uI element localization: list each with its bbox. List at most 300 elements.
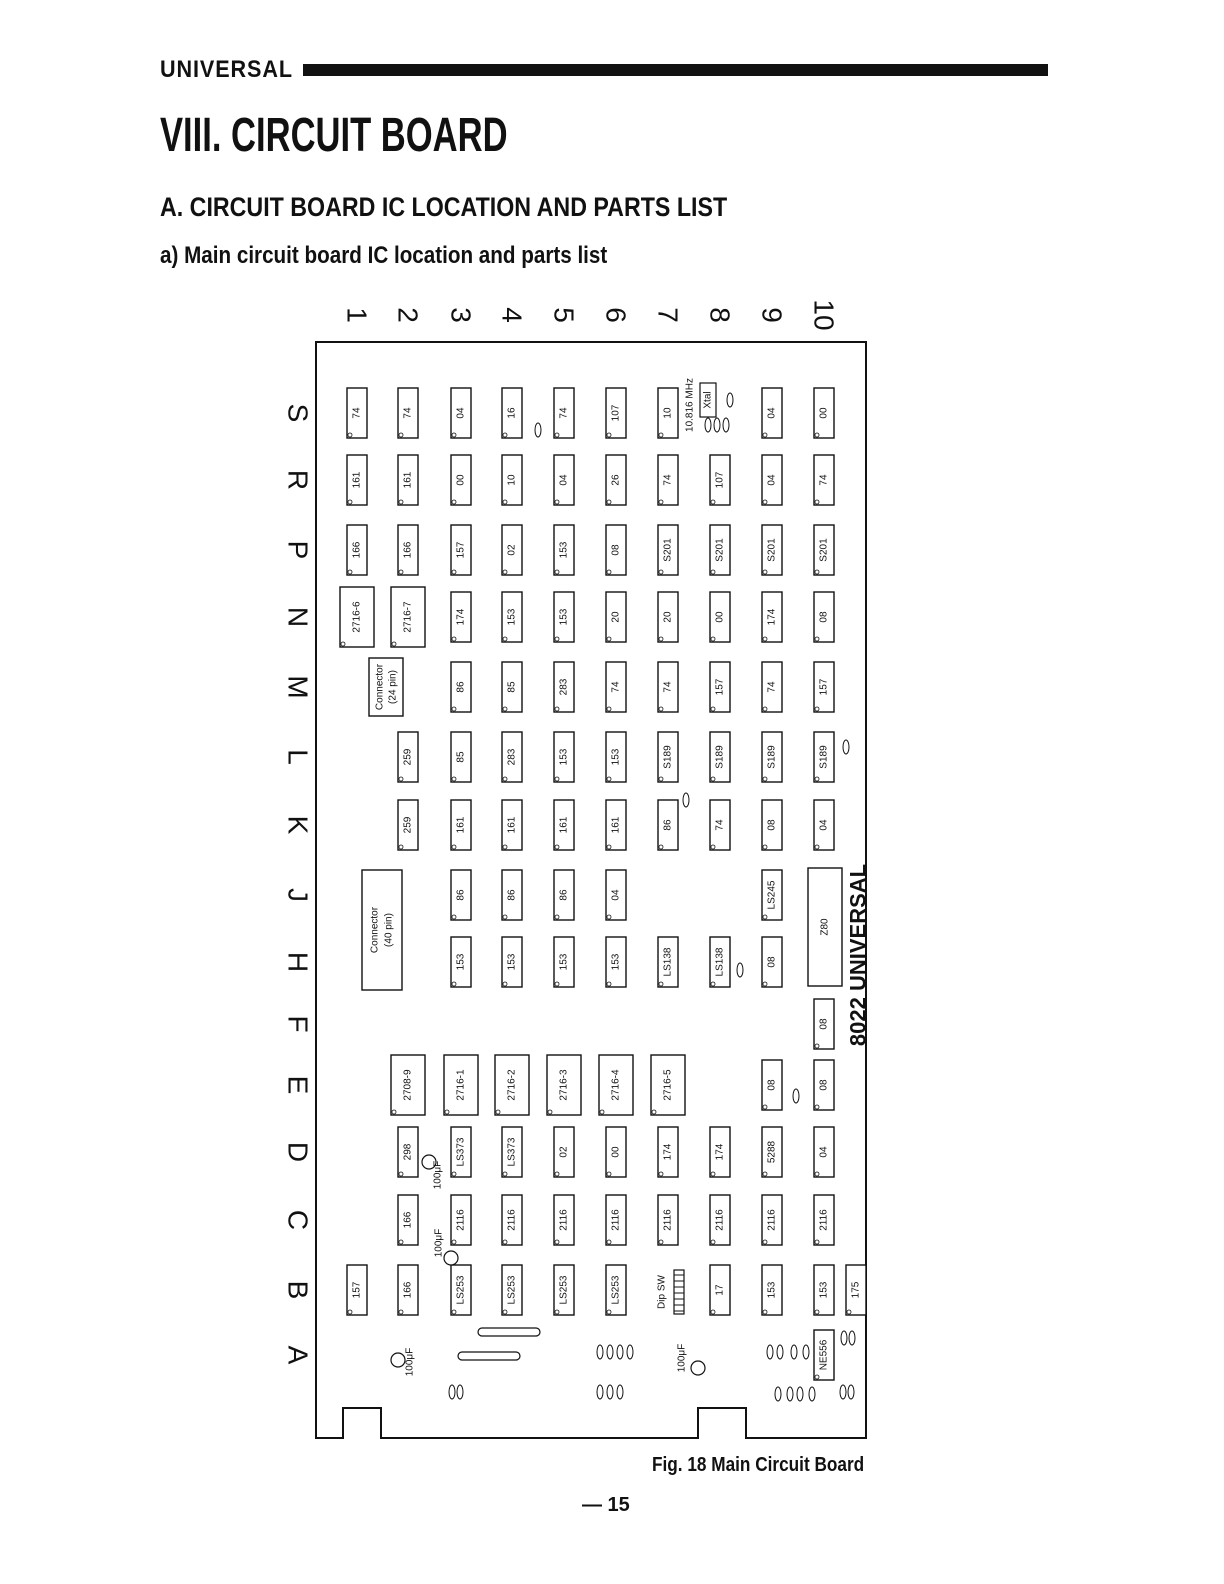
- board-label: 8022 UNIVERSAL: [845, 863, 871, 1047]
- ic-label: S189: [818, 745, 830, 769]
- ic-label: 2116: [714, 1209, 726, 1231]
- ic-chip: [502, 388, 522, 438]
- ic-chip: [451, 388, 471, 438]
- ic-label: 153: [610, 748, 622, 766]
- ic-label: 2716-3: [558, 1069, 570, 1101]
- capacitor-label: 100μF: [433, 1228, 445, 1258]
- ic-chip: [391, 587, 425, 647]
- ic-chip: [658, 937, 678, 987]
- ic-chip: [710, 1265, 730, 1315]
- column-label: 8: [704, 307, 736, 323]
- row-label: M: [282, 675, 314, 699]
- ic-chip: [658, 800, 678, 850]
- discrete-component: [727, 393, 733, 407]
- ic-label: 74: [714, 819, 726, 831]
- capacitor: [691, 1361, 705, 1375]
- row-label: P: [282, 540, 314, 560]
- discrete-component: [777, 1345, 783, 1359]
- ic-label: 74: [351, 407, 363, 419]
- connector-body: [362, 870, 402, 990]
- ic-label: 107: [610, 404, 622, 422]
- ic-chip: [651, 1055, 685, 1115]
- ic-label: LS138: [714, 947, 726, 977]
- ic-label: LS373: [506, 1137, 518, 1167]
- ic-label: 86: [455, 889, 467, 901]
- discrete-component: [791, 1345, 797, 1359]
- ic-chip: [554, 937, 574, 987]
- ic-label: 157: [455, 541, 467, 559]
- connector-40-pin: [362, 870, 402, 990]
- ic-label: S201: [766, 538, 778, 562]
- row-label: R: [282, 469, 314, 491]
- discrete-component: [683, 793, 689, 807]
- ic-label: 04: [818, 819, 830, 831]
- ic-label: 2116: [455, 1209, 467, 1231]
- subsection-heading: a) Main circuit board IC location and parts list: [160, 242, 608, 269]
- ic-chip: [814, 592, 834, 642]
- ic-chip: [658, 592, 678, 642]
- ic-chip: [554, 662, 574, 712]
- capacitor-label: 100μF: [676, 1343, 688, 1373]
- row-label: K: [282, 815, 314, 835]
- ic-chip: [347, 1265, 367, 1315]
- column-label: 6: [600, 307, 632, 323]
- ic-chip: [762, 1060, 782, 1110]
- row-label: A: [282, 1345, 314, 1365]
- ic-label: 175: [850, 1281, 862, 1299]
- row-label: C: [282, 1209, 314, 1231]
- ic-label: 08: [610, 544, 622, 556]
- ic-chip: [814, 999, 834, 1049]
- discrete-component: [607, 1385, 613, 1399]
- ic-chip: [606, 732, 626, 782]
- ic-label: 00: [610, 1146, 622, 1158]
- column-label: 9: [756, 307, 788, 323]
- ic-chip: [606, 800, 626, 850]
- ic-chip: [762, 592, 782, 642]
- ic-label: 85: [455, 751, 467, 763]
- ic-label: 153: [766, 1281, 778, 1299]
- ic-label: 153: [558, 541, 570, 559]
- dip-switch-label: Dip SW: [656, 1275, 668, 1309]
- column-label: 7: [652, 307, 684, 323]
- ic-label: 174: [766, 608, 778, 626]
- discrete-component: [535, 423, 541, 437]
- dip-switch: [657, 1270, 685, 1314]
- ic-label: 74: [766, 681, 778, 693]
- ic-label: LS253: [610, 1275, 622, 1305]
- ic-chip: [451, 662, 471, 712]
- ic-chip: [451, 937, 471, 987]
- ic-label: 174: [662, 1143, 674, 1161]
- ic-chip: [502, 1127, 522, 1177]
- ic-label: 26: [610, 474, 622, 486]
- ic-label: 174: [714, 1143, 726, 1161]
- column-label: 5: [548, 307, 580, 323]
- ic-label: 2116: [662, 1209, 674, 1231]
- ic-label: S189: [766, 745, 778, 769]
- discrete-component: [597, 1345, 603, 1359]
- ic-chip: [547, 1055, 581, 1115]
- row-label: S: [282, 403, 314, 423]
- ic-chip: [814, 1265, 834, 1315]
- ic-label: 2116: [610, 1209, 622, 1231]
- brand-logo: UNIVERSAL: [160, 56, 293, 83]
- ic-chip: [658, 455, 678, 505]
- discrete-component: [803, 1345, 809, 1359]
- ic-label: 08: [818, 1079, 830, 1091]
- discrete-component: [787, 1387, 793, 1401]
- ic-chip: [762, 870, 782, 920]
- crystal-frequency: 10.816 MHz: [684, 378, 696, 432]
- ic-label: 153: [558, 608, 570, 626]
- ic-label: 16: [506, 407, 518, 419]
- discrete-component: [809, 1387, 815, 1401]
- cpu-chip: [808, 868, 842, 986]
- capacitor: [444, 1251, 458, 1265]
- capacitor-label: 100μF: [404, 1347, 416, 1377]
- ic-chip: [347, 455, 367, 505]
- ic-chip: [502, 525, 522, 575]
- ic-chip: [554, 388, 574, 438]
- ic-label: 00: [714, 611, 726, 623]
- ic-label: 86: [662, 819, 674, 831]
- capacitor: [391, 1353, 405, 1367]
- ic-label: 04: [766, 474, 778, 486]
- ic-chip: [762, 732, 782, 782]
- connector-24-pin: [369, 658, 403, 716]
- ic-chip: [502, 732, 522, 782]
- ic-label: LS253: [506, 1275, 518, 1305]
- ic-label: 283: [558, 678, 570, 696]
- ic-label: 74: [558, 407, 570, 419]
- ic-label: 17: [714, 1284, 726, 1296]
- ic-label: 04: [455, 407, 467, 419]
- ic-chip: [814, 800, 834, 850]
- ic-label: 161: [455, 816, 467, 834]
- ic-chip: [710, 732, 730, 782]
- ic-chip: [451, 455, 471, 505]
- ic-chip: [340, 587, 374, 647]
- ic-chip: [451, 1195, 471, 1245]
- dip-switch-body: [674, 1270, 684, 1314]
- page-number: — 15: [582, 1494, 630, 1516]
- ic-chip: [599, 1055, 633, 1115]
- discrete-component: [775, 1387, 781, 1401]
- ic-chip: [814, 1060, 834, 1110]
- discrete-component: [737, 963, 743, 977]
- ic-label: 166: [402, 541, 414, 559]
- ic-label: 166: [351, 541, 363, 559]
- ic-chip: [658, 525, 678, 575]
- discrete-component: [705, 418, 711, 432]
- ic-label: 10: [506, 474, 518, 486]
- ic-chip: [398, 525, 418, 575]
- ic-label: 85: [506, 681, 518, 693]
- ic-chip: [502, 1265, 522, 1315]
- ic-chip: [398, 1265, 418, 1315]
- ic-chip: [710, 662, 730, 712]
- discrete-component: [841, 1331, 847, 1345]
- ic-label: 153: [818, 1281, 830, 1299]
- ic-chip: [451, 592, 471, 642]
- ic-chip: [762, 455, 782, 505]
- ic-chip: [606, 662, 626, 712]
- ic-label: 86: [506, 889, 518, 901]
- ic-label: 02: [506, 544, 518, 556]
- ic-chip: [846, 1265, 866, 1315]
- ic-chip: [762, 1195, 782, 1245]
- ic-chip: [451, 1127, 471, 1177]
- ic-label: 161: [558, 816, 570, 834]
- discrete-component: [449, 1385, 455, 1399]
- column-label: 2: [392, 307, 424, 323]
- ic-chip: [391, 1055, 425, 1115]
- ic-chip: [710, 1195, 730, 1245]
- ic-chip: [554, 732, 574, 782]
- ic-label: 74: [610, 681, 622, 693]
- ic-chip: [814, 1330, 834, 1380]
- discrete-component: [617, 1345, 623, 1359]
- ic-chip: [606, 1265, 626, 1315]
- ic-label: 2716-4: [610, 1069, 622, 1101]
- ic-label: 2716-1: [455, 1069, 467, 1101]
- ic-chip: [658, 732, 678, 782]
- ic-label: 283: [506, 748, 518, 766]
- ic-label: 5288: [766, 1140, 778, 1164]
- ic-chip: [814, 388, 834, 438]
- ic-label: 166: [402, 1281, 414, 1299]
- ic-chip: [814, 455, 834, 505]
- ic-chip: [554, 455, 574, 505]
- ic-label: 2708-9: [402, 1069, 414, 1101]
- ic-chip: [762, 662, 782, 712]
- ic-chip: [554, 1195, 574, 1245]
- connector-label: (24 pin): [387, 670, 399, 704]
- figure-caption: Fig. 18 Main Circuit Board: [652, 1454, 865, 1476]
- ic-chip: [451, 800, 471, 850]
- row-label: F: [282, 1015, 314, 1033]
- ic-chip: [710, 592, 730, 642]
- ic-label: 08: [766, 1079, 778, 1091]
- ic-chip: [502, 937, 522, 987]
- discrete-component: [840, 1385, 846, 1399]
- ic-label: 166: [402, 1211, 414, 1229]
- ic-chip: [710, 525, 730, 575]
- ic-chip: [710, 455, 730, 505]
- ic-label: 153: [610, 953, 622, 971]
- ic-chip: [554, 592, 574, 642]
- ic-chip: [710, 1127, 730, 1177]
- ic-chip: [398, 388, 418, 438]
- ic-label: 04: [558, 474, 570, 486]
- ic-chip: [762, 1127, 782, 1177]
- ic-chip: [502, 592, 522, 642]
- row-label: D: [282, 1141, 314, 1163]
- ic-label: 2716-2: [506, 1069, 518, 1101]
- ic-chip: [606, 525, 626, 575]
- discrete-component: [617, 1385, 623, 1399]
- ic-label: 04: [610, 889, 622, 901]
- ic-chip: [814, 525, 834, 575]
- ic-label: 02: [558, 1146, 570, 1158]
- connector-label: (40 pin): [383, 913, 395, 947]
- discrete-component: [793, 1089, 799, 1103]
- discrete-component: [714, 418, 720, 432]
- discrete-component: [849, 1331, 855, 1345]
- ic-chip: [606, 455, 626, 505]
- ic-chip: [762, 800, 782, 850]
- ic-label: NE556: [818, 1339, 830, 1371]
- ic-chip: [606, 1195, 626, 1245]
- row-label: B: [282, 1280, 314, 1300]
- ic-label: LS253: [455, 1275, 467, 1305]
- ic-chip: [658, 1195, 678, 1245]
- ic-label: 161: [506, 816, 518, 834]
- ic-label: 2116: [766, 1209, 778, 1231]
- ic-chip: [658, 388, 678, 438]
- row-label: L: [282, 749, 314, 765]
- ic-chip: [451, 525, 471, 575]
- ic-label: S189: [714, 745, 726, 769]
- ic-label: 08: [766, 956, 778, 968]
- connector-label: Connector: [369, 906, 381, 954]
- ic-label: 04: [766, 407, 778, 419]
- ic-label: 153: [455, 953, 467, 971]
- discrete-component: [457, 1385, 463, 1399]
- ic-chip: [606, 388, 626, 438]
- discrete-component: [627, 1345, 633, 1359]
- ic-label: 2116: [558, 1209, 570, 1231]
- resistor: [478, 1328, 540, 1336]
- resistor: [458, 1352, 520, 1360]
- ic-chip: [606, 870, 626, 920]
- crystal: [700, 383, 716, 417]
- ic-label: 86: [558, 889, 570, 901]
- column-label: 1: [341, 307, 373, 323]
- ic-chip: [502, 800, 522, 850]
- discrete-component: [607, 1345, 613, 1359]
- discrete-component: [843, 740, 849, 754]
- ic-label: 153: [506, 608, 518, 626]
- ic-chip: [495, 1055, 529, 1115]
- ic-chip: [658, 1127, 678, 1177]
- ic-chip: [347, 525, 367, 575]
- ic-chip: [451, 732, 471, 782]
- ic-label: 2716-5: [662, 1069, 674, 1101]
- ic-label: LS253: [558, 1275, 570, 1305]
- ic-chip: [398, 455, 418, 505]
- ic-chip: [398, 1195, 418, 1245]
- ic-chip: [606, 592, 626, 642]
- ic-chip: [814, 732, 834, 782]
- ic-chip: [814, 662, 834, 712]
- ic-chip: [814, 1127, 834, 1177]
- ic-chip: [502, 870, 522, 920]
- ic-label: 08: [766, 819, 778, 831]
- ic-label: 259: [402, 748, 414, 766]
- ic-chip: [502, 662, 522, 712]
- ic-label: 153: [558, 953, 570, 971]
- ic-label: 2716-6: [351, 601, 363, 633]
- ic-label: 2716-7: [402, 601, 414, 633]
- ic-label: 161: [610, 816, 622, 834]
- ic-chip: [554, 525, 574, 575]
- ic-label: LS138: [662, 947, 674, 977]
- ic-label: 174: [455, 608, 467, 626]
- ic-chip: [554, 870, 574, 920]
- ic-label: 08: [818, 1018, 830, 1030]
- column-label: 4: [496, 307, 528, 323]
- ic-chip: [606, 1127, 626, 1177]
- ic-label: 74: [662, 681, 674, 693]
- ic-label: 157: [714, 678, 726, 696]
- ic-chip: [451, 1265, 471, 1315]
- ic-chip: [762, 1265, 782, 1315]
- ic-label: 20: [662, 611, 674, 623]
- ic-label: 157: [818, 678, 830, 696]
- column-label: 10: [808, 299, 840, 331]
- ic-chip: [554, 1265, 574, 1315]
- ic-label: 153: [506, 953, 518, 971]
- ic-label: 161: [351, 471, 363, 489]
- ic-chip: [762, 937, 782, 987]
- ic-label: 74: [818, 474, 830, 486]
- discrete-component: [848, 1385, 854, 1399]
- ic-chip: [398, 800, 418, 850]
- ic-label: S189: [662, 745, 674, 769]
- row-label: N: [282, 606, 314, 628]
- ic-chip: [658, 662, 678, 712]
- connector-label: Connector: [374, 663, 386, 711]
- ic-chip: [444, 1055, 478, 1115]
- ic-label: 298: [402, 1143, 414, 1161]
- ic-label: 04: [818, 1146, 830, 1158]
- ic-label: 74: [662, 474, 674, 486]
- row-label: E: [282, 1075, 314, 1095]
- ic-chip: [347, 388, 367, 438]
- row-label: J: [282, 888, 314, 902]
- ic-label: LS373: [455, 1137, 467, 1167]
- ic-label: Z80: [819, 918, 831, 936]
- ic-chip: [606, 937, 626, 987]
- row-label: H: [282, 951, 314, 973]
- ic-chip: [451, 870, 471, 920]
- ic-chip: [398, 732, 418, 782]
- ic-label: 08: [818, 611, 830, 623]
- ic-label: 74: [402, 407, 414, 419]
- ic-chip: [710, 800, 730, 850]
- discrete-component: [767, 1345, 773, 1359]
- ic-label: 157: [351, 1281, 363, 1299]
- capacitor-label: 100μF: [432, 1160, 444, 1190]
- ic-chip: [554, 1127, 574, 1177]
- ic-chip: [554, 800, 574, 850]
- ic-label: 107: [714, 471, 726, 489]
- ic-label: 153: [558, 748, 570, 766]
- ic-label: 2116: [506, 1209, 518, 1231]
- ic-label: 00: [455, 474, 467, 486]
- ic-label: 86: [455, 681, 467, 693]
- column-label: 3: [445, 307, 477, 323]
- discrete-component: [723, 418, 729, 432]
- ic-label: 259: [402, 816, 414, 834]
- ic-label: S201: [662, 538, 674, 562]
- ic-label: 2116: [818, 1209, 830, 1231]
- ic-label: S201: [818, 538, 830, 562]
- crystal-label: Xtal: [702, 391, 714, 409]
- ic-chip: [502, 1195, 522, 1245]
